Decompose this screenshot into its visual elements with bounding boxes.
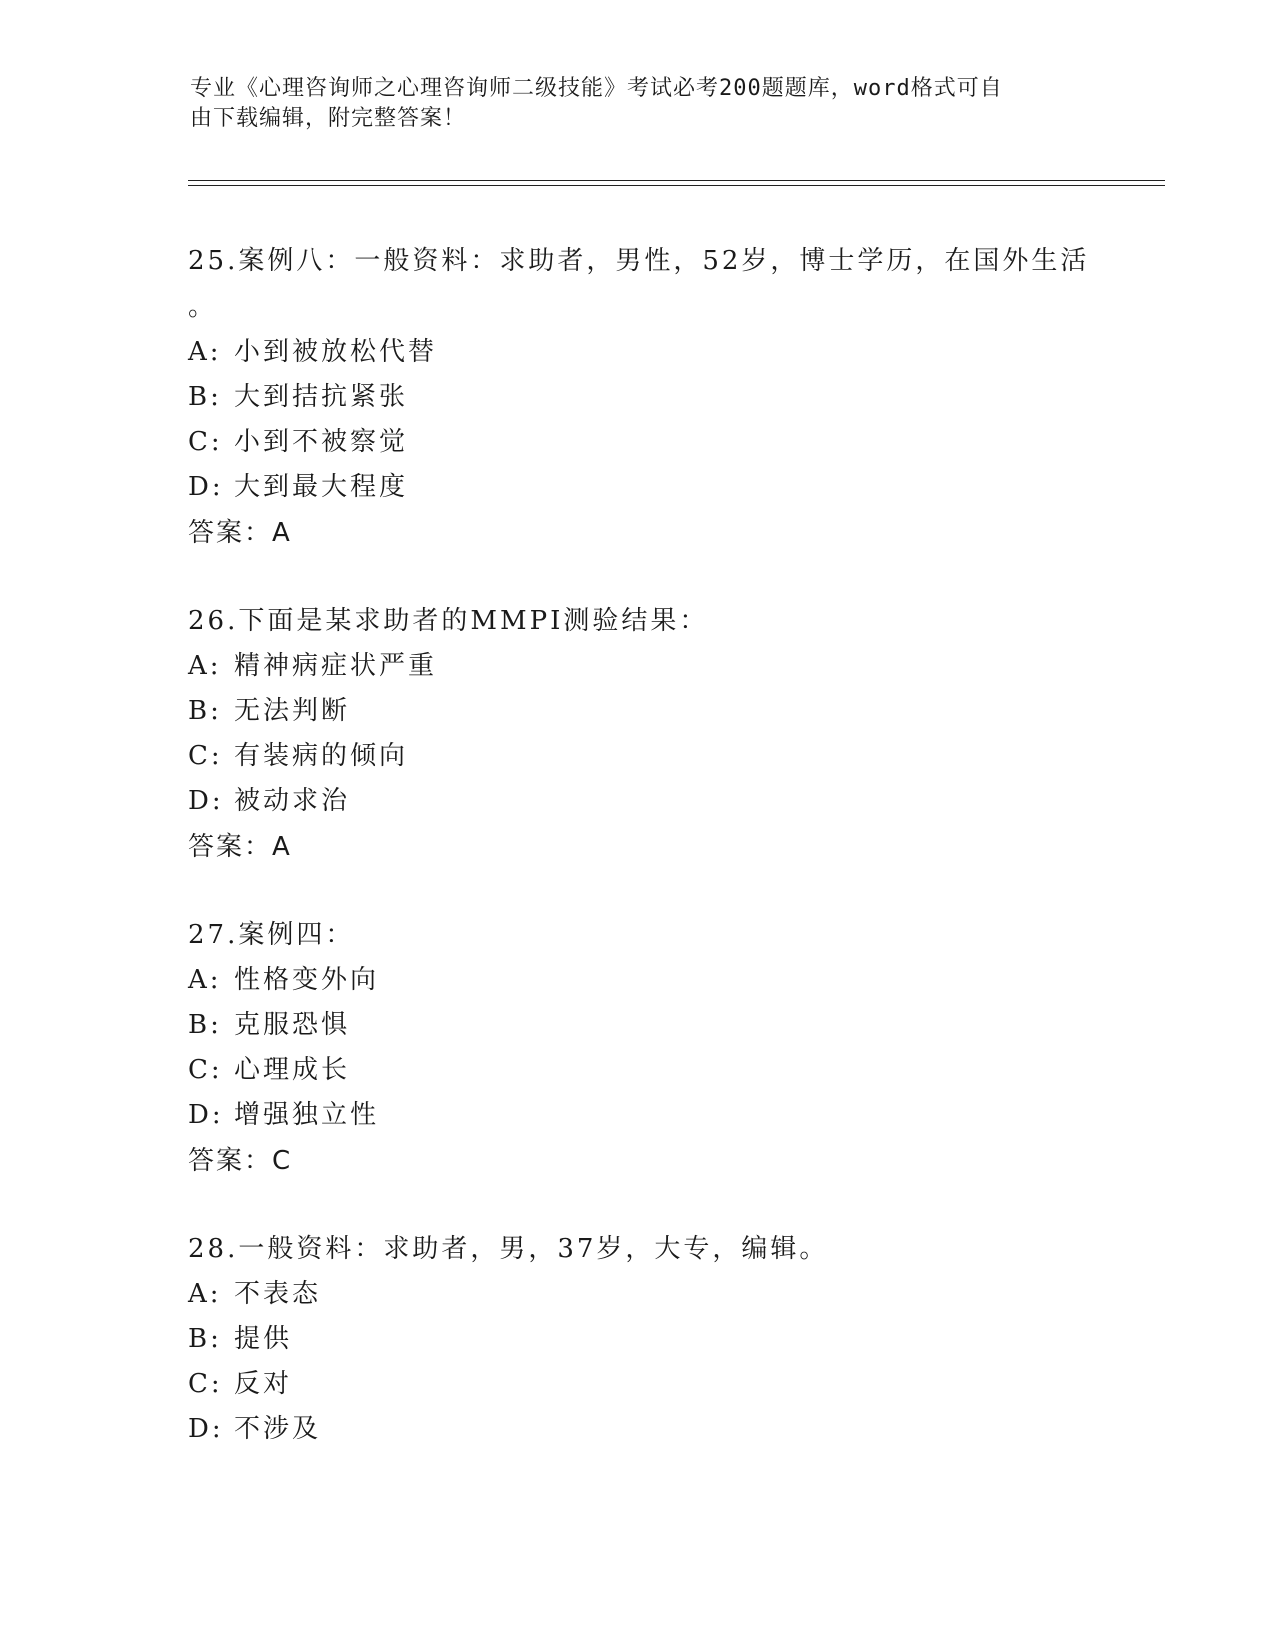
option-text: 增强独立性: [234, 1100, 380, 1130]
option-b: [188, 689, 1148, 734]
option-text: 克服恐惧: [234, 1010, 351, 1040]
option-c: [188, 734, 1148, 779]
question-list: [188, 238, 1148, 1494]
question-stem: 27.案例四：: [188, 920, 355, 950]
question-25: [188, 238, 1148, 556]
option-text: 心理成长: [234, 1055, 351, 1085]
option-key: B:: [188, 696, 222, 726]
option-key: A:: [188, 1279, 222, 1309]
question-stem: 28.一般资料：求助者，男，37岁，大专，编辑。: [188, 1234, 829, 1264]
header-line-2: 由下载编辑，附完整答案！: [190, 106, 467, 131]
question-stem: 25.案例八：一般资料：求助者，男性，52岁，博士学历，在国外生活 。: [188, 246, 1090, 322]
option-d: [188, 1093, 1148, 1138]
option-text: 性格变外向: [234, 965, 380, 995]
document-header: [190, 74, 1090, 134]
option-text: 精神病症状严重: [234, 651, 438, 681]
option-a: [188, 330, 1148, 375]
option-key: C:: [188, 1055, 223, 1085]
option-b: [188, 1317, 1148, 1362]
option-text: 大到拮抗紧张: [234, 382, 409, 412]
option-key: D:: [188, 1414, 224, 1444]
option-a: [188, 958, 1148, 1003]
option-key: A:: [188, 965, 222, 995]
option-text: 无法判断: [234, 696, 351, 726]
option-b: [188, 375, 1148, 420]
option-key: A:: [188, 651, 222, 681]
option-c: [188, 1048, 1148, 1093]
option-key: C:: [188, 1369, 223, 1399]
option-text: 小到被放松代替: [234, 337, 438, 367]
option-text: 反对: [234, 1369, 293, 1399]
option-text: 不涉及: [234, 1414, 322, 1444]
question-stem: 26.下面是某求助者的MMPI测验结果：: [188, 606, 709, 636]
header-line-1: 专业《心理咨询师之心理咨询师二级技能》考试必考200题题库，word格式可自: [190, 76, 1003, 101]
option-text: 被动求治: [234, 786, 351, 816]
option-text: 不表态: [234, 1279, 322, 1309]
answer-line: 答案：C: [188, 1146, 293, 1176]
option-d: [188, 779, 1148, 824]
option-key: D:: [188, 786, 224, 816]
option-key: A:: [188, 337, 222, 367]
question-27: [188, 912, 1148, 1184]
option-text: 大到最大程度: [234, 472, 409, 502]
option-key: B:: [188, 1324, 222, 1354]
option-key: D:: [188, 1100, 224, 1130]
option-key: C:: [188, 741, 223, 771]
header-double-rule: [188, 180, 1165, 186]
option-a: [188, 1272, 1148, 1317]
option-text: 小到不被察觉: [234, 427, 409, 457]
answer-line: 答案：A: [188, 832, 292, 862]
answer-line: 答案：A: [188, 518, 292, 548]
option-c: [188, 1362, 1148, 1407]
question-26: [188, 598, 1148, 870]
option-text: 有装病的倾向: [234, 741, 409, 771]
option-d: [188, 465, 1148, 510]
question-28: [188, 1226, 1148, 1452]
option-d: [188, 1407, 1148, 1452]
option-b: [188, 1003, 1148, 1048]
option-text: 提供: [234, 1324, 293, 1354]
option-a: [188, 644, 1148, 689]
option-c: [188, 420, 1148, 465]
option-key: D:: [188, 472, 224, 502]
option-key: B:: [188, 1010, 222, 1040]
option-key: B:: [188, 382, 222, 412]
option-key: C:: [188, 427, 223, 457]
